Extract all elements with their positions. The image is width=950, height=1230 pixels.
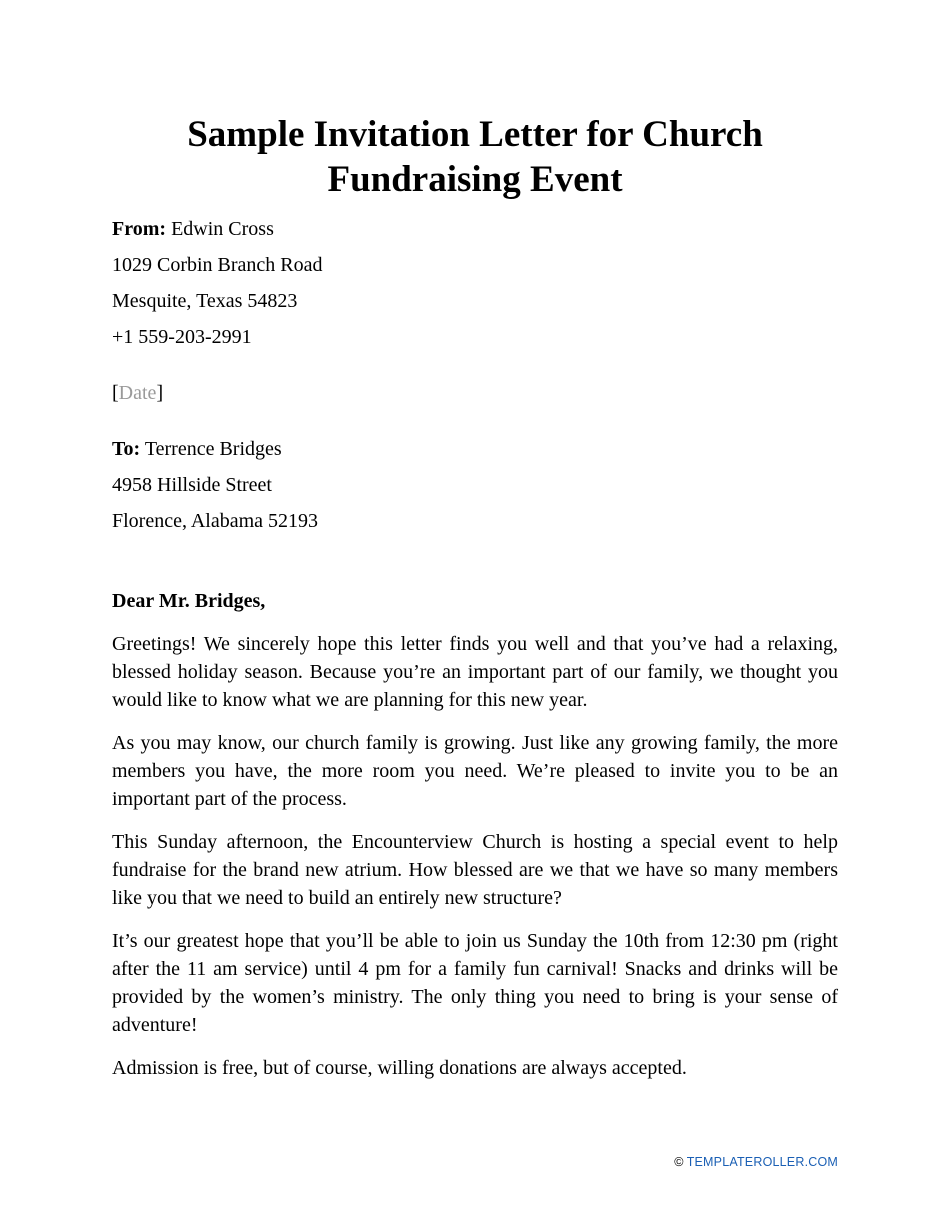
- sender-phone: +1 559-203-2991: [112, 326, 252, 348]
- footer-credit: [674, 1155, 838, 1169]
- page-title: [112, 112, 838, 202]
- letter-body: [112, 630, 838, 1082]
- recipient-city: Florence, Alabama 52193: [112, 510, 319, 532]
- body-paragraph: As you may know, our church family is growing. Just like any growing family, the more members you have, the more room you need. We’re pleased to invite you to be an important part of the process.: [112, 732, 838, 810]
- date-bracket-open: [: [112, 382, 119, 404]
- sender-name: Edwin Cross: [171, 218, 274, 240]
- sender-block: [112, 216, 838, 350]
- from-label: From:: [112, 218, 167, 240]
- sender-name-line: [112, 216, 838, 242]
- letter-page: [112, 112, 838, 1082]
- recipient-name: Terrence Bridges: [144, 438, 282, 460]
- title-line-2: Fundraising Event: [327, 159, 623, 200]
- body-paragraph: Greetings! We sincerely hope this letter finds you well and that you’ve had a relaxing, blessed holiday season. Because you’re an important part of our family, we thought you would like to know what we are planning for this new year.: [112, 633, 838, 711]
- date-bracket-close: ]: [156, 382, 164, 404]
- copyright-symbol: ©: [674, 1155, 684, 1169]
- recipient-street: 4958 Hillside Street: [112, 474, 272, 496]
- body-paragraph: It’s our greatest hope that you’ll be able to join us Sunday the 10th from 12:30 pm (right after the 11 am service) until 4 pm for a family fun carnival! Snacks and drinks will be provided by the women’s ministry. The only thing you need to bring is your sense of adventure!: [112, 930, 838, 1036]
- salutation: Dear Mr. Bridges,: [112, 590, 266, 612]
- recipient-block: [112, 436, 838, 534]
- body-paragraph: Admission is free, but of course, willing donations are always accepted.: [112, 1057, 687, 1079]
- title-line-1: Sample Invitation Letter for Church: [187, 114, 763, 155]
- recipient-name-line: [112, 436, 838, 462]
- date-line: [112, 380, 838, 406]
- date-placeholder: Date: [118, 382, 157, 404]
- body-paragraph: This Sunday afternoon, the Encounterview Church is hosting a special event to help fundraise for the brand new atrium. How blessed are we that we have so many members like you that we need to build an entirely new structure?: [112, 831, 838, 909]
- sender-city: Mesquite, Texas 54823: [112, 290, 298, 312]
- sender-street: 1029 Corbin Branch Road: [112, 254, 323, 276]
- to-label: To:: [112, 438, 141, 460]
- footer-link[interactable]: TEMPLATEROLLER.COM: [686, 1155, 838, 1169]
